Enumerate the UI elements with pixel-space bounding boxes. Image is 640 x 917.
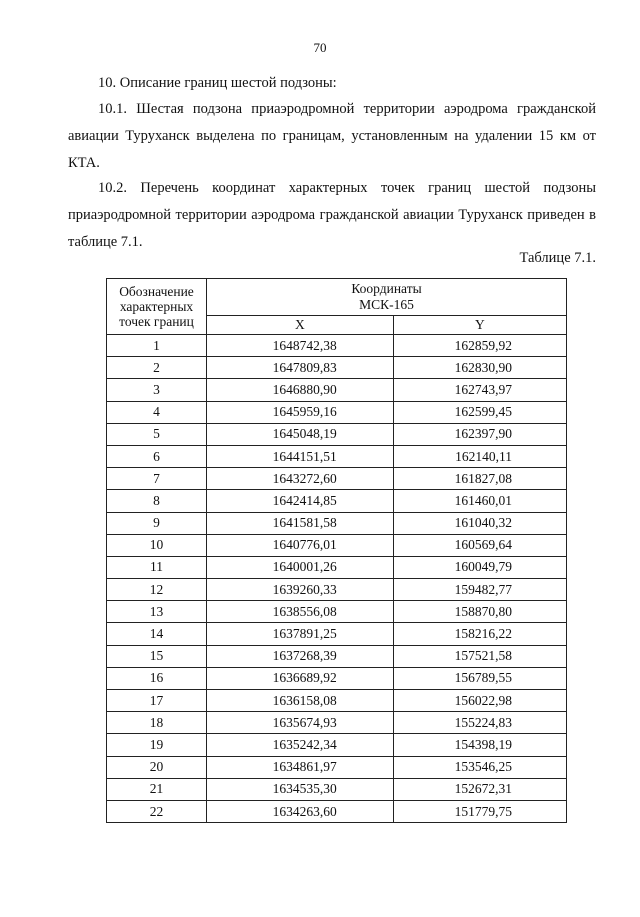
page-number: 70 xyxy=(313,40,327,55)
table-row xyxy=(107,778,567,800)
cell-point-number: 4 xyxy=(107,401,207,423)
section-heading: 10. Описание границ шестой подзоны: xyxy=(98,75,337,91)
cell-x-coordinate: 1635674,93 xyxy=(207,712,394,734)
cell-y-coordinate: 160569,64 xyxy=(393,534,566,556)
cell-x-coordinate: 1634861,97 xyxy=(207,756,394,778)
cell-y-coordinate: 161040,32 xyxy=(393,512,566,534)
table-row xyxy=(107,401,567,423)
cell-x-coordinate: 1637268,39 xyxy=(207,645,394,667)
header-coordinate-system: МСК-165 xyxy=(359,297,414,312)
cell-y-coordinate: 155224,83 xyxy=(393,712,566,734)
cell-y-coordinate: 162830,90 xyxy=(393,357,566,379)
cell-x-coordinate: 1636689,92 xyxy=(207,667,394,689)
cell-point-number: 2 xyxy=(107,357,207,379)
header-x: X xyxy=(207,316,394,335)
table-row xyxy=(107,579,567,601)
cell-point-number: 22 xyxy=(107,800,207,822)
cell-point-number: 20 xyxy=(107,756,207,778)
cell-x-coordinate: 1637891,25 xyxy=(207,623,394,645)
cell-point-number: 6 xyxy=(107,445,207,467)
coordinates-table xyxy=(106,278,567,823)
cell-x-coordinate: 1648742,38 xyxy=(207,335,394,357)
paragraph-10-1: 10.1. Шестая подзона приаэродромной территории аэродрома гражданской авиации Туруханск выделена по границам, установленным на удалении 15 км от КТА. xyxy=(68,101,596,171)
cell-point-number: 5 xyxy=(107,423,207,445)
paragraph-10-2: 10.2. Перечень координат характерных точек границ шестой подзоны приаэродромной территории аэродрома гражданской авиации Туруханск приведен в таблице 7.1. xyxy=(68,180,596,250)
cell-y-coordinate: 153546,25 xyxy=(393,756,566,778)
table-header-row xyxy=(107,279,567,316)
table-row xyxy=(107,712,567,734)
cell-y-coordinate: 158216,22 xyxy=(393,623,566,645)
table-row xyxy=(107,556,567,578)
cell-y-coordinate: 160049,79 xyxy=(393,556,566,578)
cell-x-coordinate: 1643272,60 xyxy=(207,468,394,490)
cell-x-coordinate: 1645048,19 xyxy=(207,423,394,445)
table-row xyxy=(107,690,567,712)
cell-y-coordinate: 156789,55 xyxy=(393,667,566,689)
cell-point-number: 3 xyxy=(107,379,207,401)
cell-y-coordinate: 162599,45 xyxy=(393,401,566,423)
cell-point-number: 14 xyxy=(107,623,207,645)
table-row xyxy=(107,623,567,645)
cell-point-number: 17 xyxy=(107,690,207,712)
cell-y-coordinate: 161460,01 xyxy=(393,490,566,512)
table-row xyxy=(107,423,567,445)
cell-x-coordinate: 1638556,08 xyxy=(207,601,394,623)
cell-point-number: 7 xyxy=(107,468,207,490)
cell-point-number: 19 xyxy=(107,734,207,756)
cell-x-coordinate: 1639260,33 xyxy=(207,579,394,601)
cell-y-coordinate: 152672,31 xyxy=(393,778,566,800)
table-row xyxy=(107,335,567,357)
cell-point-number: 9 xyxy=(107,512,207,534)
table-row xyxy=(107,357,567,379)
cell-x-coordinate: 1647809,83 xyxy=(207,357,394,379)
cell-x-coordinate: 1644151,51 xyxy=(207,445,394,467)
cell-point-number: 1 xyxy=(107,335,207,357)
cell-y-coordinate: 154398,19 xyxy=(393,734,566,756)
cell-y-coordinate: 162859,92 xyxy=(393,335,566,357)
cell-point-number: 11 xyxy=(107,556,207,578)
table-row xyxy=(107,490,567,512)
cell-y-coordinate: 159482,77 xyxy=(393,579,566,601)
table-row xyxy=(107,512,567,534)
cell-x-coordinate: 1640001,26 xyxy=(207,556,394,578)
table-row xyxy=(107,379,567,401)
cell-x-coordinate: 1635242,34 xyxy=(207,734,394,756)
table-row xyxy=(107,800,567,822)
cell-x-coordinate: 1646880,90 xyxy=(207,379,394,401)
table-body xyxy=(107,335,567,823)
cell-x-coordinate: 1641581,58 xyxy=(207,512,394,534)
cell-x-coordinate: 1640776,01 xyxy=(207,534,394,556)
table-row xyxy=(107,756,567,778)
cell-x-coordinate: 1634263,60 xyxy=(207,800,394,822)
header-point-designation: Обозначение характерных точек границ xyxy=(107,279,207,335)
header-coordinates xyxy=(207,279,567,316)
header-y: Y xyxy=(393,316,566,335)
table-row xyxy=(107,445,567,467)
cell-x-coordinate: 1636158,08 xyxy=(207,690,394,712)
cell-point-number: 21 xyxy=(107,778,207,800)
table-row xyxy=(107,468,567,490)
cell-y-coordinate: 157521,58 xyxy=(393,645,566,667)
table-caption: Таблице 7.1. xyxy=(519,250,596,266)
cell-point-number: 15 xyxy=(107,645,207,667)
cell-y-coordinate: 162743,97 xyxy=(393,379,566,401)
cell-y-coordinate: 162397,90 xyxy=(393,423,566,445)
cell-point-number: 18 xyxy=(107,712,207,734)
cell-y-coordinate: 156022,98 xyxy=(393,690,566,712)
cell-x-coordinate: 1642414,85 xyxy=(207,490,394,512)
table-row xyxy=(107,667,567,689)
cell-point-number: 12 xyxy=(107,579,207,601)
table-row xyxy=(107,601,567,623)
cell-y-coordinate: 162140,11 xyxy=(393,445,566,467)
cell-x-coordinate: 1645959,16 xyxy=(207,401,394,423)
cell-y-coordinate: 158870,80 xyxy=(393,601,566,623)
cell-y-coordinate: 161827,08 xyxy=(393,468,566,490)
cell-point-number: 10 xyxy=(107,534,207,556)
table-row xyxy=(107,734,567,756)
table-row xyxy=(107,645,567,667)
cell-point-number: 13 xyxy=(107,601,207,623)
cell-y-coordinate: 151779,75 xyxy=(393,800,566,822)
header-coordinates-title: Координаты xyxy=(351,281,422,296)
cell-point-number: 8 xyxy=(107,490,207,512)
cell-point-number: 16 xyxy=(107,667,207,689)
table-row xyxy=(107,534,567,556)
cell-x-coordinate: 1634535,30 xyxy=(207,778,394,800)
